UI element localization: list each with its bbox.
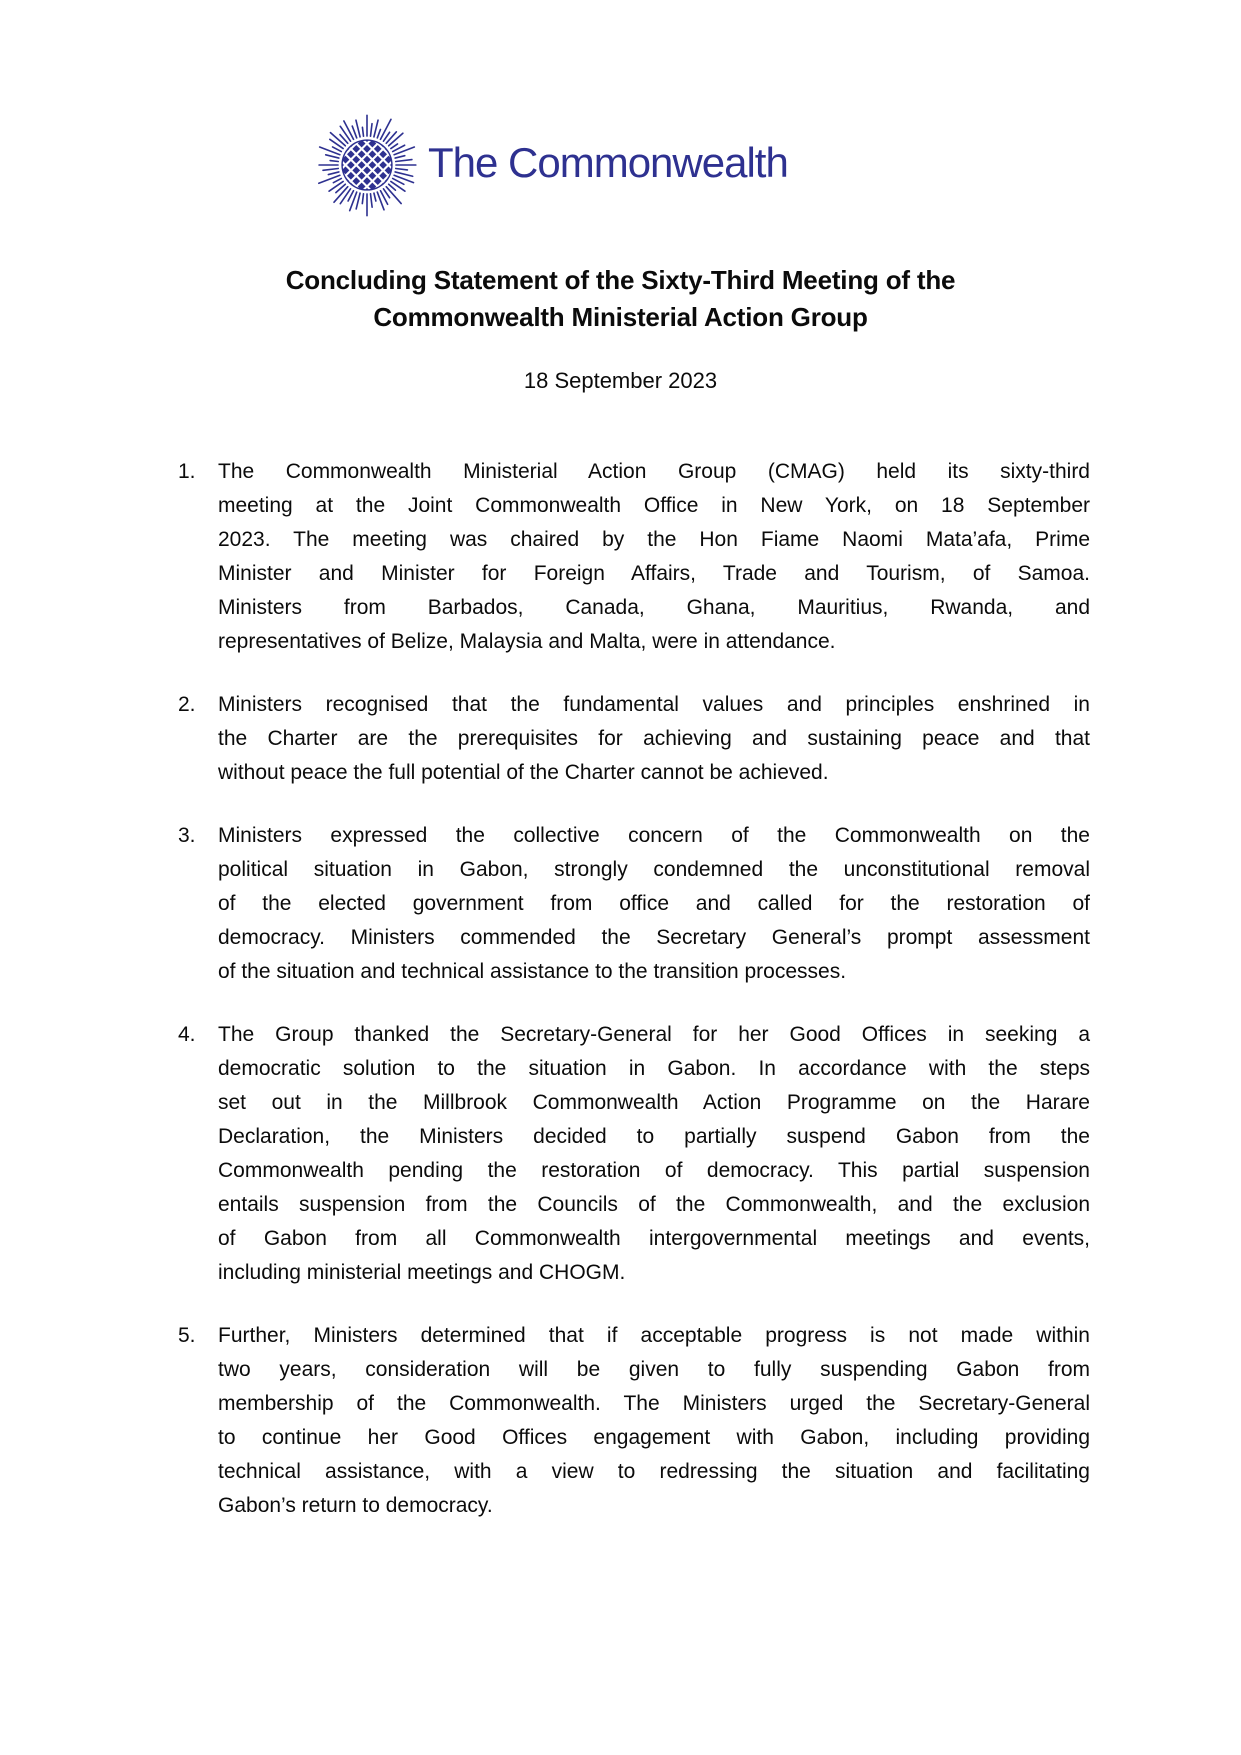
paragraph-line: democratic solution to the situation in Gabon. In accordance with the steps bbox=[218, 1057, 1090, 1080]
paragraph-line: of the elected government from office and called for the restoration of bbox=[218, 892, 1090, 915]
paragraph-number: 4. bbox=[178, 1023, 196, 1046]
paragraph-lines bbox=[218, 688, 1090, 790]
document-date: 18 September 2023 bbox=[523, 368, 718, 393]
paragraph-line: the Charter are the prerequisites for achieving and sustaining peace and that bbox=[218, 727, 1090, 750]
paragraph-item bbox=[178, 455, 1090, 659]
paragraph-item bbox=[178, 1319, 1090, 1523]
paragraph-line: Declaration, the Ministers decided to partially suspend Gabon from the bbox=[218, 1125, 1090, 1148]
paragraph-number: 1. bbox=[178, 460, 196, 483]
paragraph-item bbox=[178, 819, 1090, 989]
paragraph-line: set out in the Millbrook Commonwealth Action Programme on the Harare bbox=[218, 1091, 1090, 1114]
paragraph-number: 3. bbox=[178, 824, 196, 847]
paragraph-line: Further, Ministers determined that if acceptable progress is not made within bbox=[218, 1324, 1090, 1347]
paragraph-line: representatives of Belize, Malaysia and Malta, were in attendance. bbox=[218, 630, 836, 653]
document-title-line: Concluding Statement of the Sixty-Third Meeting of the bbox=[285, 265, 956, 295]
paragraph-line: of Gabon from all Commonwealth intergovernmental meetings and events, bbox=[218, 1227, 1090, 1250]
paragraph-line: Ministers expressed the collective concern of the Commonwealth on the bbox=[218, 824, 1090, 847]
document-title-line: Commonwealth Ministerial Action Group bbox=[373, 302, 868, 332]
logo-wordmark: The Commonwealth bbox=[428, 139, 788, 186]
paragraph-line: Ministers recognised that the fundamental values and principles enshrined in bbox=[218, 693, 1090, 716]
paragraph-line: The Group thanked the Secretary-General for her Good Offices in seeking a bbox=[218, 1023, 1090, 1046]
paragraph-line: of the situation and technical assistance to the transition processes. bbox=[218, 960, 847, 983]
document-title bbox=[0, 262, 1241, 336]
paragraph-lines bbox=[218, 819, 1090, 989]
paragraph-line: including ministerial meetings and CHOGM. bbox=[218, 1261, 626, 1284]
commonwealth-globe-icon bbox=[310, 108, 424, 222]
paragraph-line: Minister and Minister for Foreign Affairs, Trade and Tourism, of Samoa. bbox=[218, 562, 1090, 585]
paragraph-line: to continue her Good Offices engagement with Gabon, including providing bbox=[218, 1426, 1090, 1449]
paragraph-line: political situation in Gabon, strongly condemned the unconstitutional removal bbox=[218, 858, 1090, 881]
paragraph-line: technical assistance, with a view to redressing the situation and facilitating bbox=[218, 1460, 1090, 1483]
paragraph-number: 5. bbox=[178, 1324, 196, 1347]
paragraph-item bbox=[178, 688, 1090, 790]
paragraph-line: The Commonwealth Ministerial Action Group (CMAG) held its sixty-third bbox=[218, 460, 1090, 483]
paragraph-number: 2. bbox=[178, 693, 196, 716]
paragraph-line: membership of the Commonwealth. The Ministers urged the Secretary-General bbox=[218, 1392, 1090, 1415]
paragraph-line: entails suspension from the Councils of the Commonwealth, and the exclusion bbox=[218, 1193, 1090, 1216]
paragraph-line: Ministers from Barbados, Canada, Ghana, Mauritius, Rwanda, and bbox=[218, 596, 1090, 619]
paragraph-line: democracy. Ministers commended the Secretary General’s prompt assessment bbox=[218, 926, 1090, 949]
paragraph-list bbox=[178, 455, 1090, 1552]
paragraph-line: two years, consideration will be given to fully suspending Gabon from bbox=[218, 1358, 1090, 1381]
paragraph-line: without peace the full potential of the Charter cannot be achieved. bbox=[218, 761, 829, 784]
paragraph-lines bbox=[218, 1319, 1090, 1523]
paragraph-line: Commonwealth pending the restoration of democracy. This partial suspension bbox=[218, 1159, 1090, 1182]
paragraph-line: 2023. The meeting was chaired by the Hon Fiame Naomi Mata’afa, Prime bbox=[218, 528, 1090, 551]
paragraph-lines bbox=[218, 1018, 1090, 1290]
paragraph-item bbox=[178, 1018, 1090, 1290]
paragraph-lines bbox=[218, 455, 1090, 659]
commonwealth-logo bbox=[310, 108, 788, 222]
paragraph-line: Gabon’s return to democracy. bbox=[218, 1494, 493, 1517]
paragraph-line: meeting at the Joint Commonwealth Office in New York, on 18 September bbox=[218, 494, 1090, 517]
